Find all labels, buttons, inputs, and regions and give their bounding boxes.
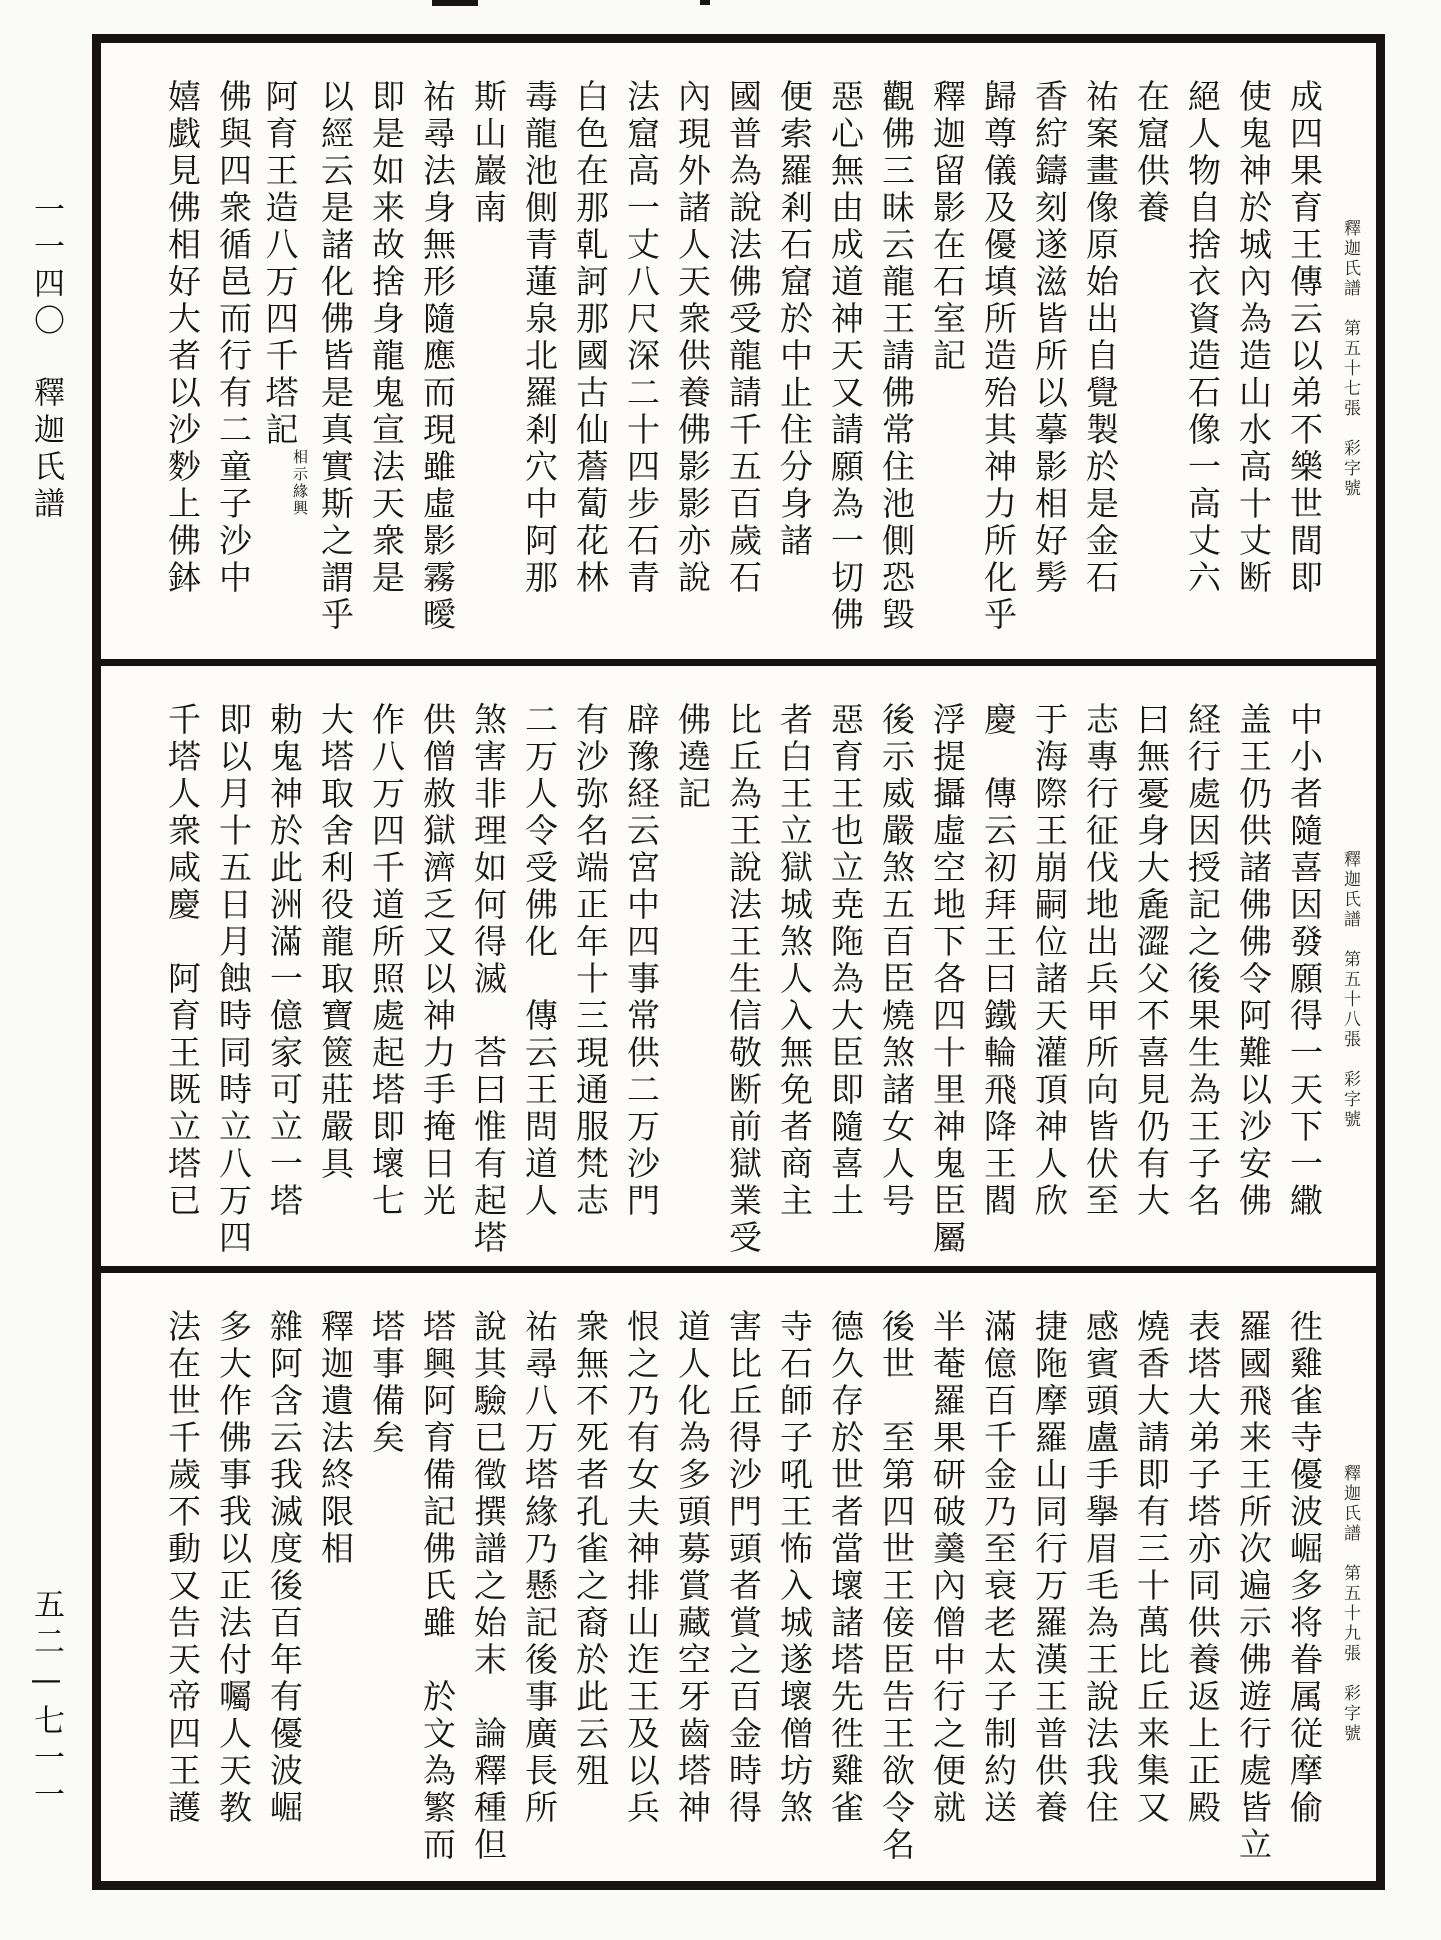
text-column: 毒龍池側青蓮泉北羅剎穴中阿那	[520, 79, 559, 597]
text-column: 捷陁摩羅山同行万羅漢王普供養	[1030, 1309, 1069, 1827]
text-column: 大塔取舍利役龍取寶篋莊嚴具	[316, 702, 355, 1183]
text-column: 即以月十五日月蝕時同時立八万四	[214, 702, 253, 1257]
folio-marker: 釋迦氏譜 第五十八張 彩字號	[1340, 850, 1360, 1130]
text-column: 于海際王崩嗣位諸天灌頂神人欣	[1030, 702, 1069, 1220]
text-column: 阿育王造八万四千塔記 緣興 相示	[260, 79, 309, 517]
text-column: 半菴羅果研破羹內僧中行之便就	[928, 1309, 967, 1827]
text-column: 有沙弥名端正年十三現通服梵志	[571, 702, 610, 1220]
text-box-bottom	[101, 1273, 1376, 1881]
text-column: 德久存於世者當壞諸塔先徃雞雀	[826, 1309, 865, 1827]
text-column: 香紵鑄刻遂滋皆所以摹影相好髣	[1030, 79, 1069, 597]
work-title-label: 釋迦氏譜	[28, 376, 64, 524]
text-column: 歸尊儀及優填所造殆其神力所化乎	[979, 79, 1018, 634]
text-column: 衆無不死者孔雀之裔於此云殂	[571, 1309, 610, 1790]
text-column: 內現外諸人天衆供養佛影影亦說	[673, 79, 712, 597]
text-column: 比丘為王說法王生信敬断前獄業受	[724, 702, 763, 1257]
text-column: 法窟高一丈八尺深二十四步石青	[622, 79, 661, 597]
text-column: 塔興阿育備記佛氏雖 於文為繁而	[418, 1309, 457, 1864]
text-column: 寺石師子吼王怖入城遂壞僧坊煞	[775, 1309, 814, 1827]
text-column: 法在世千歲不動又告天帝四王護	[163, 1309, 202, 1827]
text-column: 觀佛三昧云龍王請佛常住池側恐毀	[877, 79, 916, 634]
text-column: 恨之乃有女夫神排山迮王及以兵	[622, 1309, 661, 1827]
scan-artifact	[432, 0, 478, 6]
page-frame	[92, 34, 1385, 1890]
text-column: 供僧赦獄濟乏又以神力手掩日光	[418, 702, 457, 1220]
text-column: 後世 至第四世王倿臣告王欲令名	[877, 1309, 916, 1864]
text-column: 後示威嚴煞五百臣燒煞諸女人号	[877, 702, 916, 1220]
text-column: 雜阿含云我滅度後百年有優波崛	[265, 1309, 304, 1827]
text-column: 曰無憂身大麁澀父不喜見仍有大	[1132, 702, 1171, 1220]
canon-ref-label: 五二—七一一	[28, 1588, 64, 1815]
text-column: 釋迦遺法終限相	[316, 1309, 355, 1568]
volume-serial-label: 一一四〇	[28, 193, 64, 341]
text-column: 経行處因授記之後果生為王子名	[1183, 702, 1222, 1220]
text-column: 即是如来故捨身龍鬼宣法天衆是	[367, 79, 406, 597]
text-column: 絕人物自捨衣資造石像一高丈六	[1183, 79, 1222, 597]
text-column: 國普為說法佛受龍請千五百歲石	[724, 79, 763, 597]
text-column: 釋迦留影在石室記	[928, 79, 967, 375]
text-column: 者白王立獄城煞人入無免者商主	[775, 702, 814, 1220]
text-column: 燒香大請即有三十萬比丘来集又	[1132, 1309, 1171, 1827]
text-column: 祐尋八万塔緣乃懸記後事廣長所	[520, 1309, 559, 1827]
text-column: 祐尋法身無形隨應而現雖虛影霧曖	[418, 79, 457, 634]
text-column: 志專行征伐地出兵甲所向皆伏至	[1081, 702, 1120, 1220]
text-column: 便索羅剎石窟於中止住分身諸	[775, 79, 814, 560]
folio-marker: 釋迦氏譜 第五十七張 彩字號	[1340, 219, 1360, 499]
text-column: 害比丘得沙門頭者賞之百金時得	[724, 1309, 763, 1827]
text-column: 嬉戯見佛相好大者以沙麨上佛鉢	[163, 79, 202, 597]
text-column: 道人化為多頭募賞藏空牙齒塔神	[673, 1309, 712, 1827]
text-column: 使鬼神於城內為造山水高十丈断	[1234, 79, 1273, 597]
scan-artifact	[700, 0, 710, 5]
text-column: 佛與四衆循邑而行有二童子沙中	[214, 79, 253, 597]
interlinear-note	[268, 449, 310, 517]
folio-marker: 釋迦氏譜 第五十九張 彩字號	[1340, 1464, 1360, 1744]
text-column: 慶 傳云初拜王曰鐵輪飛降王閻	[979, 702, 1018, 1220]
text-column: 表塔大弟子塔亦同供養返上正殿	[1183, 1309, 1222, 1827]
text-column: 感賓頭盧手擧眉毛為王說法我住	[1081, 1309, 1120, 1827]
text-column: 中小者隨喜因發願得一天下一繖	[1285, 702, 1324, 1220]
text-column: 作八万四千道所照處起塔即壞七	[367, 702, 406, 1220]
interlinear-note-column: 緣興	[291, 483, 309, 517]
text-column: 斯山巖南	[469, 79, 508, 227]
text-box-middle	[101, 666, 1376, 1266]
text-column: 千塔人衆咸慶 阿育王既立塔已	[163, 702, 202, 1220]
interlinear-note-column: 相示	[291, 449, 309, 483]
text-column: 辟豫経云宮中四事常供二万沙門	[622, 702, 661, 1220]
text-column: 惡心無由成道神天又請願為一切佛	[826, 79, 865, 634]
text-column: 盖王仍供諸佛佛令阿難以沙安佛	[1234, 702, 1273, 1220]
text-column: 徃雞雀寺優波崛多将眷属従摩偷	[1285, 1309, 1324, 1827]
text-column: 煞害非理如何得滅 荅曰惟有起塔	[469, 702, 508, 1257]
text-column: 在窟供養	[1132, 79, 1171, 227]
text-column: 白色在那乹訶那國古仙薝蔔花林	[571, 79, 610, 597]
text-column: 祐案畫像原始出自覺製於是金石	[1081, 79, 1120, 597]
text-column: 勅鬼神於此洲滿一億家可立一塔	[265, 702, 304, 1220]
text-column: 成四果育王傳云以弟不樂世間即	[1285, 79, 1324, 597]
text-column: 羅國飛来王所次遍示佛遊行處皆立	[1234, 1309, 1273, 1864]
text-column: 滿億百千金乃至衰老太子制約送	[979, 1309, 1018, 1827]
box-divider	[101, 1266, 1376, 1273]
text-column: 說其驗已徵撰譜之始末 論釋種但	[469, 1309, 508, 1864]
text-column: 二万人令受佛化 傳云王問道人	[520, 702, 559, 1220]
text-column: 以經云是諸化佛皆是真實斯之謂乎	[316, 79, 355, 634]
text-box-top	[101, 43, 1376, 659]
box-divider	[101, 659, 1376, 666]
text-column: 惡育王也立尭陁為大臣即隨喜土	[826, 702, 865, 1220]
text-column: 多大作佛事我以正法付囑人天教	[214, 1309, 253, 1827]
text-column: 浮提攝虛空地下各四十里神鬼臣屬	[928, 702, 967, 1257]
text-column: 塔事備矣	[367, 1309, 406, 1457]
text-column: 佛遶記	[673, 702, 712, 813]
